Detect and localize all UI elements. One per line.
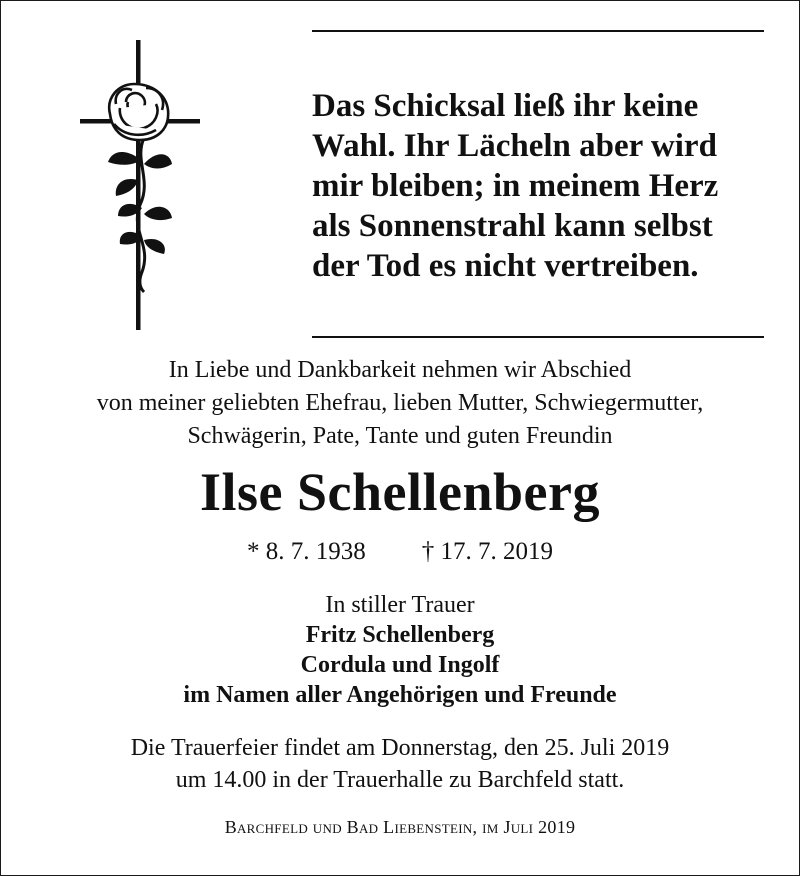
ceremony-line: Die Trauerfeier findet am Donnerstag, den 25. Juli 2019 — [130, 735, 670, 761]
birth-date: * 8. 7. 1938 — [247, 538, 366, 565]
intro-line: Schwägerin, Pate, Tante und guten Freundin — [187, 423, 613, 449]
quote-line: der Tod es nicht vertreiben. — [312, 248, 699, 284]
place-and-date: Barchfeld und Bad Liebenstein, im Juli 2019 — [224, 817, 576, 837]
mourner-name: im Namen aller Angehörigen und Freunde — [183, 682, 617, 708]
death-date: † 17. 7. 2019 — [421, 538, 553, 565]
bottom-rule — [312, 336, 764, 338]
mourner-name: Cordula und Ingolf — [300, 652, 500, 678]
quote-line: als Sonnenstrahl kann selbst — [312, 208, 713, 244]
funeral-details — [0, 732, 800, 796]
quote-line: Das Schicksal ließ ihr keine — [312, 88, 699, 124]
memorial-quote — [312, 86, 782, 286]
quote-line: mir bleiben; in meinem Herz — [312, 168, 719, 204]
life-dates — [0, 536, 800, 568]
intro-line: In Liebe und Dankbarkeit nehmen wir Abschied — [168, 357, 632, 383]
mourner-name: Fritz Schellenberg — [305, 622, 495, 648]
quote-line: Wahl. Ihr Lächeln aber wird — [312, 128, 717, 164]
farewell-intro — [0, 354, 800, 453]
mourners-block — [0, 590, 800, 710]
top-rule — [312, 30, 764, 32]
mourning-heading: In stiller Trauer — [325, 592, 475, 618]
ceremony-line: um 14.00 in der Trauerhalle zu Barchfeld statt. — [175, 767, 625, 793]
cross-with-rose-icon — [74, 40, 206, 332]
intro-line: von meiner geliebten Ehefrau, lieben Mutter, Schwiegermutter, — [96, 390, 704, 416]
deceased-name: Ilse Schellenberg — [200, 462, 600, 522]
